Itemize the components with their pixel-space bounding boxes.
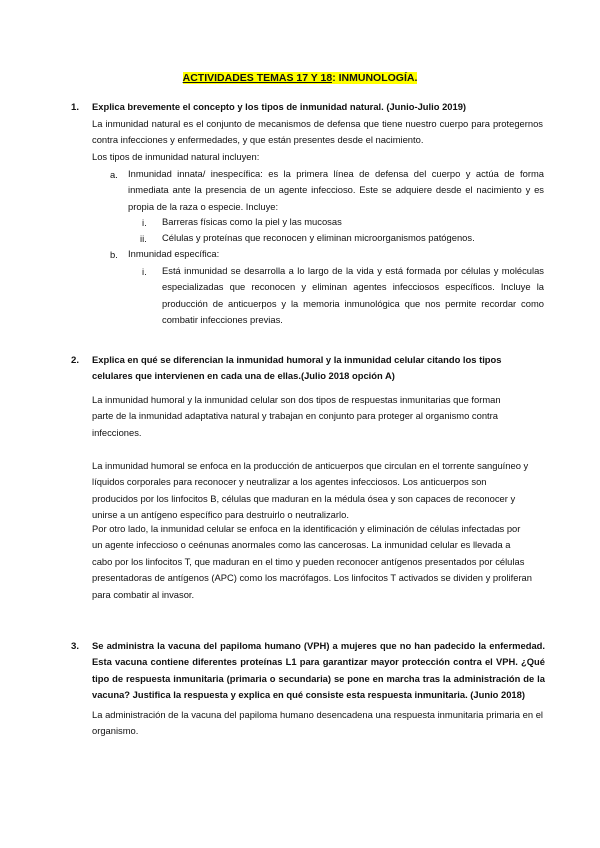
question-1-prompt: Explica brevemente el concepto y los tipos de inmunidad natural. (Junio-Julio 2019) <box>92 101 467 112</box>
page-title <box>0 72 600 84</box>
subitem-b-i-text: Está inmunidad se desarrolla a lo largo de la vida y está formada por células y moléculas especializadas que reconocen y eliminan agentes infecciosos específicos. Incluye la producción de anticuerpos y la memoria inmunológica que nos permite recordar como combatir infecciones previas. <box>162 265 544 326</box>
question-1-answer-intro: La inmunidad natural es el conjunto de mecanismos de defensa que tiene nuestro cuerpo para protegernos contra infecciones y enfermedades, y que están presentes desde el nacimiento. <box>92 118 543 146</box>
question-3-prompt: Se administra la vacuna del papiloma humano (VPH) a mujeres que no han padecido la enfermedad. Esta vacuna contiene diferentes proteínas L1 para garantizar mayor protección contra el VPH. ¿Qué tipo de respuesta inmunitaria (primaria o secundaria) se pone en marcha tras la administración de la vacuna? Justifica la respuesta y explica en qué consiste esta respuesta inmunitaria. (Junio 2018) <box>92 640 545 701</box>
question-1-answer-lead: Los tipos de inmunidad natural incluyen: <box>92 151 260 162</box>
question-3-number: 3. <box>71 641 80 652</box>
title-rest: : INMUNOLOGÍA. <box>332 72 418 84</box>
item-a-text: Inmunidad innata/ inespecífica: es la primera línea de defensa del cuerpo y actúa de forma inmediata ante la presencia de un agente infeccioso. Este se adquiere desde el nacimiento y es propia de la raza o especie. Incluye: <box>128 168 544 212</box>
subitem-a-ii-text: Células y proteínas que reconocen y eliminan microorganismos patógenos. <box>162 232 475 243</box>
question-2-paragraph-2: La inmunidad humoral se enfoca en la producción de anticuerpos que circulan en el torrente sanguíneo y líquidos corporales para reconocer y neutralizar a los agentes infecciosos. Los anticuerpos son producidos por los linfocitos B, células que maduran en la médula ósea y son capaces de reconocer y unirse a un antígeno específico para destruirlo o neutralizarlo. <box>92 460 529 521</box>
question-3-paragraph-1: La administración de la vacuna del papiloma humano desencadena una respuesta inmunitaria primaria en el organismo. <box>92 709 543 737</box>
item-b-text: Inmunidad específica: <box>128 248 220 259</box>
title-highlighted: ACTIVIDADES TEMAS 17 Y 18 <box>182 72 333 84</box>
item-b-marker: b. <box>110 249 118 260</box>
subitem-b-i-marker: i. <box>142 266 147 277</box>
item-a-marker: a. <box>110 169 118 180</box>
question-2-number: 2. <box>71 355 80 366</box>
question-2-prompt: Explica en qué se diferencian la inmunidad humoral y la inmunidad celular citando los tipos celulares que intervienen en cada una de ellas.(Julio 2018 opción A) <box>92 354 502 382</box>
question-2-paragraph-1: La inmunidad humoral y la inmunidad celular son dos tipos de respuestas inmunitarias que forman parte de la inmunidad adaptativa natural y trabajan en conjunto para proteger al organismo contra infecciones. <box>92 394 501 438</box>
subitem-a-ii-marker: ii. <box>140 233 147 244</box>
question-1-number: 1. <box>71 102 80 113</box>
subitem-a-i-text: Barreras físicas como la piel y las mucosas <box>162 216 342 227</box>
subitem-a-i-marker: i. <box>142 217 147 228</box>
question-2-paragraph-3: Por otro lado, la inmunidad celular se enfoca en la identificación y eliminación de células infectadas por un agente infeccioso o ceénunas anormales como las cancerosas. La inmunidad celular es llevada a cabo por los linfocitos T, que maduran en el timo y pueden reconocer antígenos presentados por células presentadoras de antígenos (APC) como los macrófagos. Los linfocitos T activados se dividen y proliferan para combatir al invasor. <box>92 523 532 600</box>
